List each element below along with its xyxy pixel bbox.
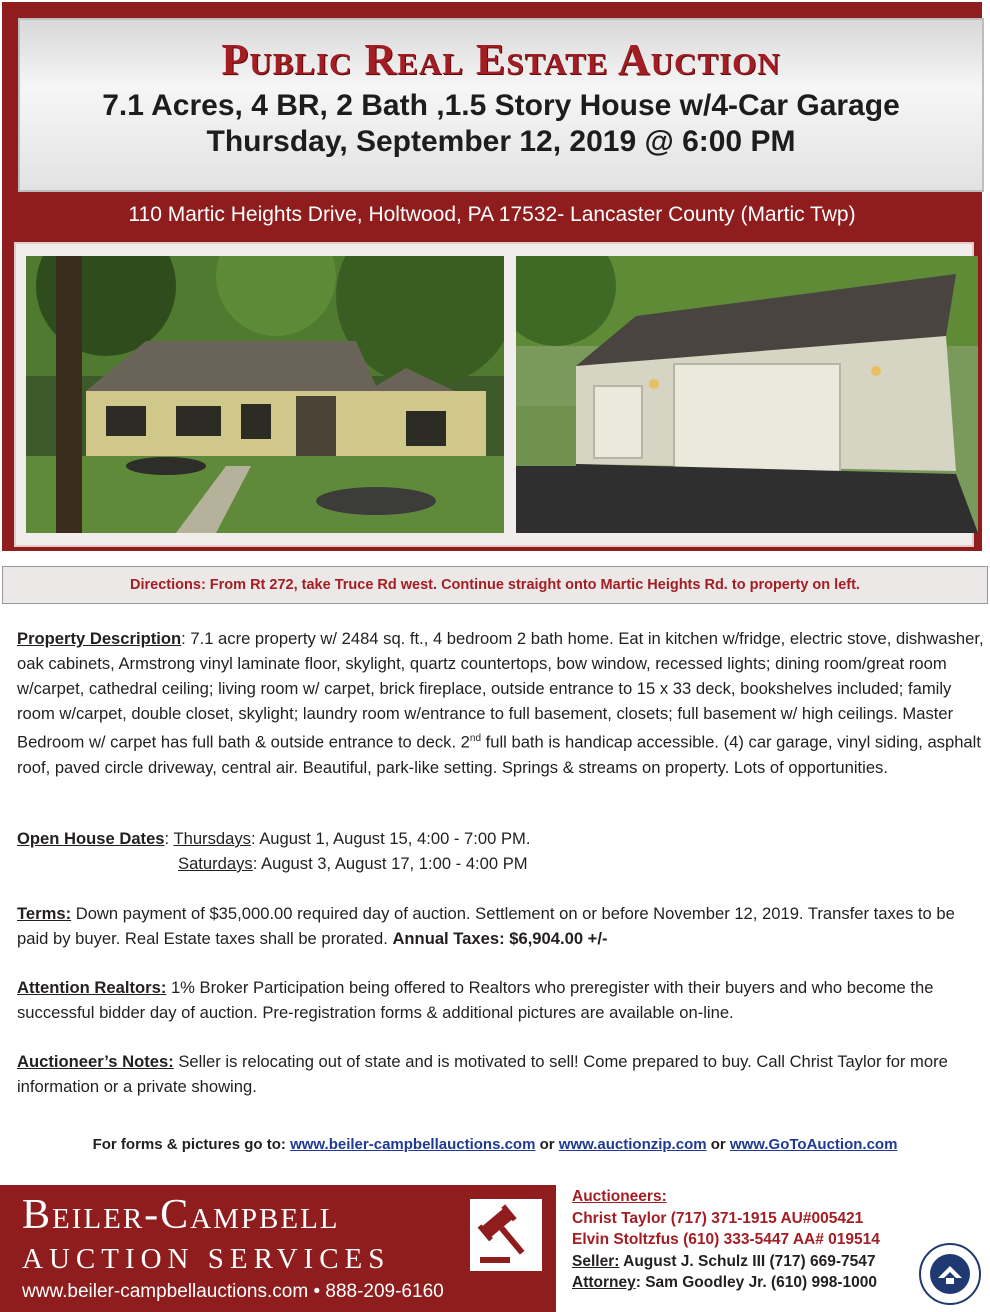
links-or-2: or (706, 1136, 730, 1153)
property-description-label: Property Description (17, 629, 182, 648)
auctioneers-association-seal (918, 1242, 982, 1306)
realtors-label: Attention Realtors: (17, 978, 167, 997)
brand-subtitle: AUCTION SERVICES (22, 1243, 391, 1275)
directions-bar: Directions: From Rt 272, take Truce Rd west. Continue straight onto Martic Heights Rd. to property on left. (2, 566, 988, 604)
auctioneer-2: Elvin Stoltzfus (610) 333-5447 AA# 019514 (572, 1231, 880, 1248)
annual-taxes: Annual Taxes: $6,904.00 +/- (392, 929, 608, 948)
property-address: 110 Martic Heights Drive, Holtwood, PA 17532- Lancaster County (Martic Twp) (128, 203, 856, 226)
header-frame (2, 2, 982, 551)
brand-contact: www.beiler-campbellauctions.com • 888-209-6160 (22, 1281, 444, 1302)
realtors-text: 1% Broker Participation being offered to Realtors who preregister with their buyers and who become the successful bidder day of auction. Pre-registration forms & additional pictures are available on-line. (17, 978, 934, 1022)
page-title: Public Real Estate Auction (221, 35, 781, 84)
auctioneers-label: Auctioneers: (572, 1188, 667, 1205)
attorney-label: Attorney (572, 1274, 636, 1291)
property-summary: 7.1 Acres, 4 BR, 2 Bath ,1.5 Story House w/4-Car Garage (102, 89, 900, 122)
open-house-times-1: : August 1, August 15, 4:00 - 7:00 PM. (250, 829, 531, 848)
attorney-text: : Sam Goodley Jr. (610) 998-1000 (635, 1274, 877, 1291)
garage-photo (516, 256, 978, 533)
title-banner (18, 18, 984, 192)
open-house-day-1: Thursdays (173, 829, 251, 848)
terms-label: Terms: (17, 904, 72, 923)
photo-strip (14, 242, 974, 547)
link-auctionzip[interactable]: www.auctionzip.com (558, 1136, 707, 1153)
property-description (17, 626, 987, 780)
seller-label: Seller: (572, 1252, 620, 1270)
brand-footer (0, 1185, 556, 1312)
terms-text: Down payment of $35,000.00 required day of auction. Settlement on or before November 12, 2019. Transfer taxes to be paid by buyer. Real Estate taxes shall be prorated. (17, 904, 955, 948)
open-house-row-1: Open House Dates: Thursdays: August 1, August 15, 4:00 - 7:00 PM. (17, 829, 531, 848)
links-or-1: or (535, 1136, 559, 1153)
link-beiler-campbell[interactable]: www.beiler-campbellauctions.com (290, 1136, 536, 1153)
house-photo (26, 256, 504, 533)
links-line (0, 1136, 990, 1153)
notes-text: Seller is relocating out of state and is motivated to sell! Come prepared to buy. Call Christ Taylor for more information or a private showing. (17, 1052, 948, 1096)
auction-date: Thursday, September 12, 2019 @ 6:00 PM (206, 125, 796, 158)
open-house-day-2: Saturdays (178, 854, 253, 873)
terms-paragraph (17, 901, 987, 951)
property-description-text-cont: full bath is handicap accessible. (4) car garage, vinyl siding, asphalt roof, paved circle driveway, central air. Beautiful, park-like setting. Springs & streams on property. Lots of opportunities. (17, 732, 981, 777)
seller-text: August J. Schulz III (717) 669-7547 (619, 1252, 876, 1270)
notes-label: Auctioneer’s Notes: (17, 1052, 174, 1071)
realtors-paragraph (17, 975, 987, 1025)
open-house-row-2 (178, 851, 528, 876)
open-house-times-2: : August 3, August 17, 1:00 - 4:00 PM (252, 854, 528, 873)
link-gotoauction[interactable]: www.GoToAuction.com (729, 1136, 898, 1153)
auctioneer-1: Christ Taylor (717) 371-1915 AU#005421 (572, 1209, 864, 1227)
open-house-label: Open House Dates (17, 829, 165, 848)
links-lead: For forms & pictures go to: (92, 1136, 291, 1153)
notes-paragraph (17, 1049, 987, 1099)
property-description-text: : 7.1 acre property w/ 2484 sq. ft., 4 bedroom 2 bath home. Eat in kitchen w/fridge, electric stove, dishwasher, oak cabinets, Armstrong vinyl laminate floor, skylight, quartz countertops, bow window, recessed lights; dining room/great room w/carpet, cathedral ceiling; living room w/ carpet, brick fireplace, outside entrance to 15 x 33 deck, bookshelves included; family room w/carpet, double closet, skylight; laundry room w/entrance to full basement, closets; full basement w/ high ceilings. Master Bedroom w/ carpet has full bath & outside entrance to deck. 2 (17, 629, 984, 752)
brand-name: Beiler-Campbell (22, 1192, 340, 1238)
ordinal-suffix: nd (469, 733, 482, 744)
gavel-icon (470, 1199, 542, 1271)
